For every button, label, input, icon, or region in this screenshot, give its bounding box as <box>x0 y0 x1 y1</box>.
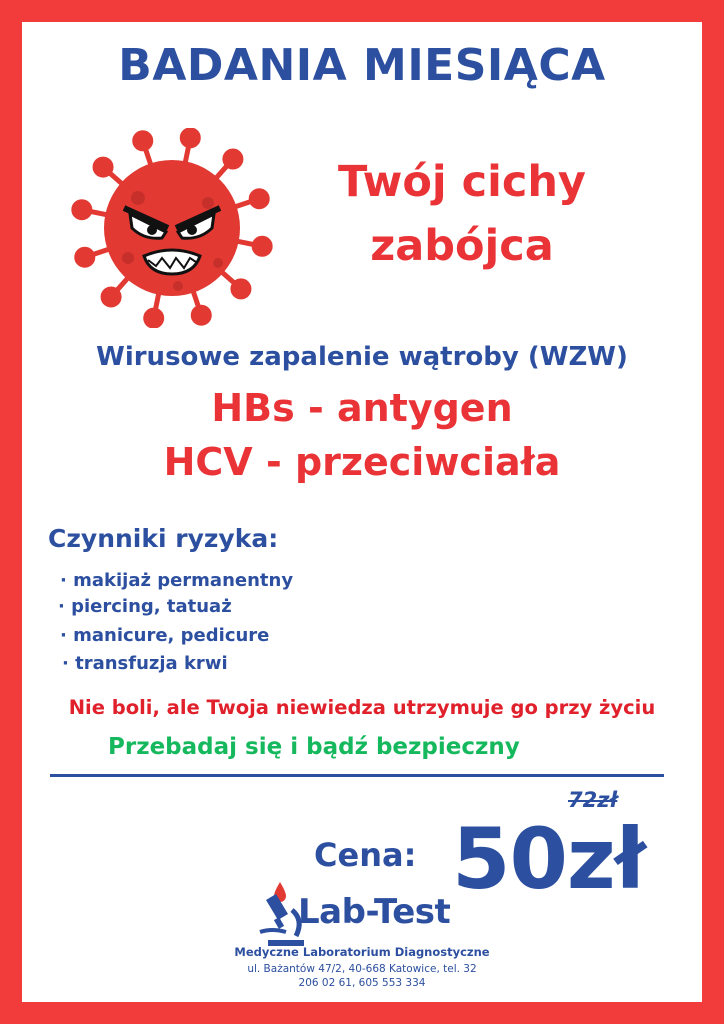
tagline-line-2: zabójca <box>370 221 554 271</box>
virus-spike-tip <box>74 202 90 218</box>
price-label: Cena: <box>314 836 417 874</box>
test-hcv: HCV - przeciwciała <box>163 440 561 484</box>
brand-name: Lab-Test <box>298 892 451 932</box>
address-line-1: ul. Bażantów 47/2, 40-668 Katowice, tel. 32 <box>247 963 477 975</box>
divider <box>50 774 664 777</box>
price-value: 50zł <box>452 810 645 908</box>
virus-spike-tip <box>95 159 111 175</box>
tagline <box>292 150 632 278</box>
risk-item: · transfuzja krwi <box>62 653 228 674</box>
virus-spike-tip <box>193 307 209 323</box>
virus-spike-tip <box>233 281 249 297</box>
virus-spike-tip <box>251 191 267 207</box>
virus-spike-tip <box>77 249 93 265</box>
call-to-action: Przebadaj się i bądź bezpieczny <box>108 734 520 760</box>
virus-spike-tip <box>225 151 241 167</box>
virus-spike-tip <box>146 310 162 326</box>
risk-item: · piercing, tatuaż <box>58 596 232 617</box>
virus-spike-tip <box>103 289 119 305</box>
warning-text: Nie boli, ale Twoja niewiedza utrzymuje go przy życiu <box>68 696 656 719</box>
virus-spike-tip <box>182 130 198 146</box>
virus-spike-tip <box>135 133 151 149</box>
address-line-2: 206 02 61, 605 553 334 <box>298 977 426 989</box>
page-title: BADANIA MIESIĄCA <box>118 40 606 91</box>
test-hbs: HBs - antygen <box>211 386 513 430</box>
angry-virus-icon <box>58 128 286 328</box>
company-subtitle: Medyczne Laboratorium Diagnostyczne <box>234 945 490 959</box>
virus-spike-tip <box>254 238 270 254</box>
tagline-line-1: Twój cichy <box>338 157 586 207</box>
risk-item: · manicure, pedicure <box>60 625 270 646</box>
disease-name: Wirusowe zapalenie wątroby (WZW) <box>96 342 628 372</box>
old-price: 72zł <box>568 788 618 812</box>
risk-item: · makijaż permanentny <box>60 570 294 591</box>
risk-factors-title: Czynniki ryzyka: <box>48 524 279 553</box>
